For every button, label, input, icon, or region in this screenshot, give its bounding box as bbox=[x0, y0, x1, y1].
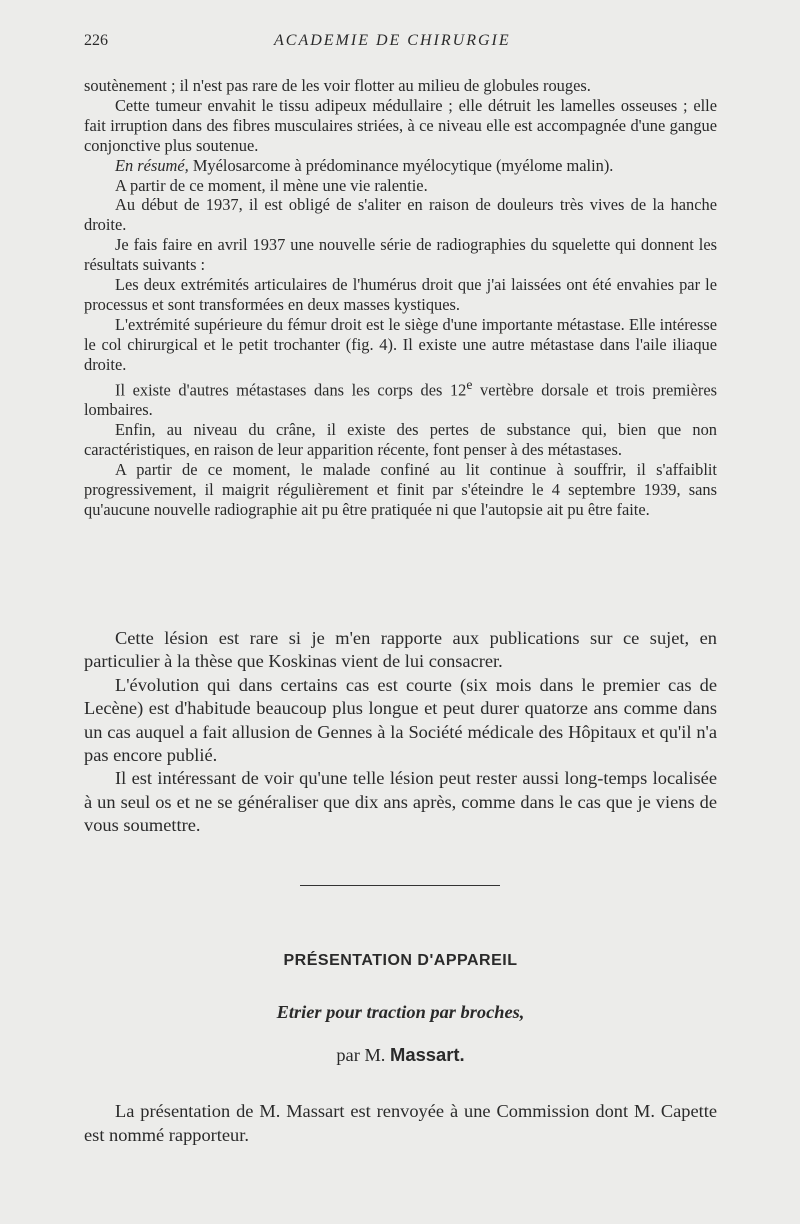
paragraph: L'extrémité supérieure du fémur droit est le siège d'une importante métastase. Elle intéresse le col chirurgical et le petit trochanter (fig. 4). Il existe une autre métastase dans l'aile iliaque droite. bbox=[84, 314, 717, 374]
paragraph: A partir de ce moment, il mène une vie ralentie. bbox=[115, 175, 428, 195]
ordinal-superscript: e bbox=[466, 376, 473, 392]
author-name: Massart. bbox=[390, 1044, 465, 1065]
discussion bbox=[84, 627, 717, 838]
paragraph: soutènement ; il n'est pas rare de les voir flotter au milieu de globules rouges. bbox=[84, 76, 591, 95]
vertebra-paragraph bbox=[84, 375, 717, 420]
case-report bbox=[84, 76, 717, 519]
vertebra-text-rest: vertèbre dorsale et trois premières lombaires. bbox=[84, 380, 717, 419]
paragraph: La présentation de M. Massart est renvoyée à une Commission dont M. Capette est nommé rapporteur. bbox=[84, 1101, 717, 1145]
paragraph: A partir de ce moment, le malade confiné au lit continue à souffrir, il s'affaiblit progressivement, il maigrit régulièrement et finit par s'éteindre le 4 septembre 1939, sans qu'aucune nouvelle radiographie ait pu être pratiquée ni que l'autopsie ait pu être faite. bbox=[84, 459, 717, 519]
summary-label: En résumé, bbox=[115, 155, 189, 175]
paragraph: Cette tumeur envahit le tissu adipeux médullaire ; elle détruit les lamelles osseuses ; elle fait irruption dans des fibres musculaires striées, à ce niveau elle est accompagnée d'une gangue conjonctive plus soutenue. bbox=[84, 95, 717, 155]
paragraph: Je fais faire en avril 1937 une nouvelle série de radiographies du squelette qui donnent les résultats suivants : bbox=[84, 235, 717, 275]
section-subtitle: Etrier pour traction par broches, bbox=[276, 1002, 525, 1022]
vertebra-text: Il existe d'autres métastases dans les corps des 12 bbox=[115, 380, 467, 400]
section-divider bbox=[300, 885, 500, 886]
section-heading: PRÉSENTATION D'APPAREIL bbox=[283, 952, 518, 969]
page-header bbox=[84, 32, 724, 52]
author-title: M. bbox=[364, 1045, 391, 1065]
paragraph: Les deux extrémités articulaires de l'humérus droit que j'ai laissées ont été envahies par le processus et sont transformées en deux masses kystiques. bbox=[84, 275, 717, 314]
paragraph: Cette lésion est rare si je m'en rapporte aux publications sur ce sujet, en particulier à la thèse que Koskinas vient de lui consacrer. bbox=[84, 628, 717, 672]
page-number: 226 bbox=[84, 32, 108, 49]
paragraph: L'évolution qui dans certains cas est courte (six mois dans le premier cas de Lecène) est d'habitude beaucoup plus longue et peut durer quatorze ans comme dans un cas auquel a fait allusion de Gennes à la Société médicale des Hôpitaux et qu'il n'a pas encore publié. bbox=[84, 674, 717, 766]
author-line bbox=[84, 1044, 717, 1066]
paragraph: Il est intéressant de voir qu'une telle lésion peut rester aussi long-temps localisée à un seul os et ne se généraliser que dix ans après, comme dans le cas que je viens de vous soumettre. bbox=[84, 768, 717, 836]
running-title: ACADEMIE DE CHIRURGIE bbox=[274, 32, 511, 49]
section-body bbox=[84, 1099, 717, 1147]
paragraph: Enfin, au niveau du crâne, il existe des pertes de substance qui, bien que non caractéristiques, en raison de leur apparition récente, font penser à des métastases. bbox=[84, 419, 717, 459]
author-prefix: par bbox=[336, 1045, 365, 1065]
summary-text: Myélosarcome à prédominance myélocytique (myélome malin). bbox=[192, 155, 614, 175]
summary-paragraph bbox=[84, 156, 717, 176]
paragraph: Au début de 1937, il est obligé de s'aliter en raison de douleurs très vives de la hanche droite. bbox=[84, 195, 717, 235]
